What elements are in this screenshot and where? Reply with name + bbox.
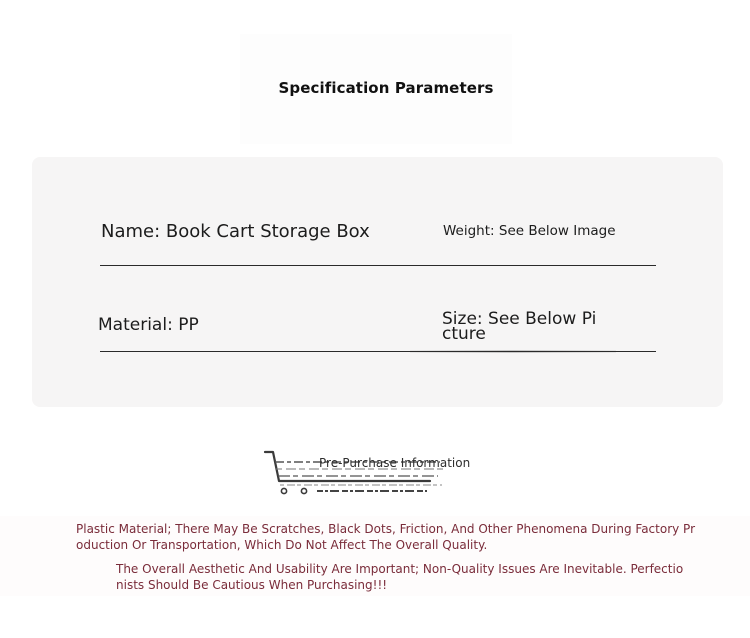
note-caution: The Overall Aesthetic And Usability Are Important; Non-Quality Issues Are Inevitable. Perfectionists Should Be Cautious When Purchasing!!! bbox=[116, 562, 684, 592]
spec-panel bbox=[32, 157, 723, 407]
page-title: Specification Parameters bbox=[278, 79, 494, 97]
prepurchase-banner bbox=[262, 445, 472, 505]
spec-material: Material: PP bbox=[98, 315, 199, 335]
spec-size: Size: See Below Picture bbox=[442, 309, 597, 344]
note-quality: Plastic Material; There May Be Scratches, Black Dots, Friction, And Other Phenomena During Factory Production Or Transportation, Which Do Not Affect The Overall Quality. bbox=[76, 522, 696, 552]
spec-weight: Weight: See Below Image bbox=[443, 223, 616, 239]
prepurchase-label: Pre-Purchase Information bbox=[319, 456, 471, 470]
shopping-cart-icon bbox=[262, 445, 472, 505]
spec-divider-top bbox=[100, 265, 656, 266]
spec-divider-bottom bbox=[100, 351, 656, 352]
spec-name: Name: Book Cart Storage Box bbox=[101, 221, 370, 242]
